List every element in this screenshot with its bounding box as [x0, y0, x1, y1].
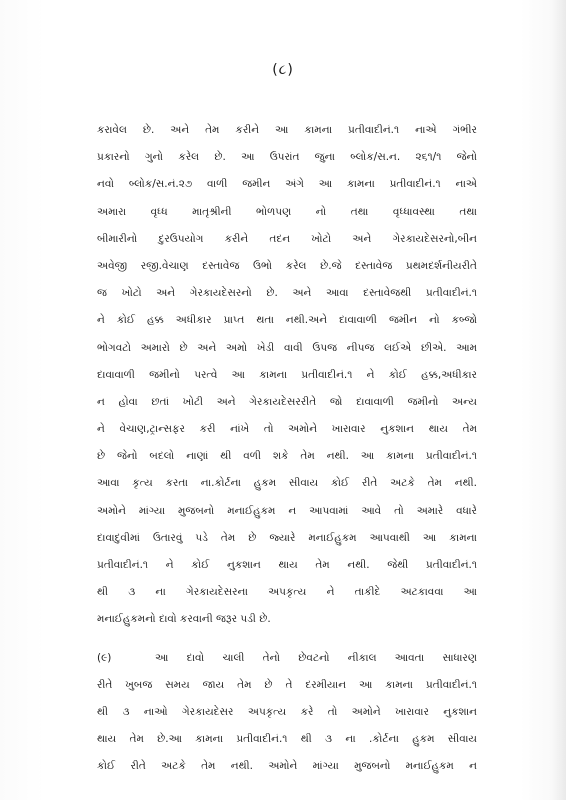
text-line: નવો બ્લોક/સ.નં.૨૭ વાળી જમીન અંગે આ કામના પ્રતીવાદીનં.૧ નાએ: [97, 178, 477, 191]
text-line: પ્રતીવાદીનં.૧ ને કોઈ નુકશાન થાય તેમ નથી. જેથી પ્રતીવાદીનં.૧: [97, 559, 477, 571]
text-line-content: આ દાવો ચાલી તેનો છેવટનો નીકાલ આવતા સાધારણ: [155, 651, 477, 664]
text-line: થાય તેમ છે.આ કામના પ્રતીવાદીનં.૧ થી ૩ ના .કોર્ટના હુકમ સીવાય: [97, 733, 477, 746]
text-line: [97, 645, 477, 672]
text-line: થી ૩ નાઓ ગેરકાયદેસર અપકૃત્ય કરે તો અમોને ખારાવાર નુકશાન: [97, 705, 477, 718]
text-line: ને કોઈ હક્ક અધીકાર પ્રાપ્ત થતા નથી.અને દાવાવાળી જમીન નો કબ્જો: [97, 314, 477, 327]
text-line: પ્રકારનો ગુનો કરેલ છે. આ ઉપરાંત જુના બ્લોક/સ.ન. ૨૬૧/૧ જેનો: [97, 151, 477, 164]
text-line: દાવાદુવીમાં ઉતારવું પડે તેમ છે જ્યારે મનાઈહુકમ આપવાથી આ કામના: [97, 531, 477, 544]
page-edge-shadow: [552, 0, 566, 800]
text-line: ને વેચાણ,ટ્રાન્સફર કરી નાંખે તો અમોને ખારાવાર નુકશાન થાય તેમ: [97, 423, 477, 436]
text-line: ભોગવટો અમારો છે અને અમો ખેડી વાવી ઉપજ નીપજ લઈએ છીએ. આમ: [97, 341, 477, 354]
text-line: જ ખોટો અને ગેરકાયદેસરનો છે. અને આવા દસ્તાવેજથી પ્રતીવાદીનં.૧: [97, 287, 477, 300]
text-line: છે જેનો બદલો નાણાં થી વળી શકે તેમ નથી. આ કામના પ્રતીવાદીનં.૧: [97, 450, 477, 463]
text-line: કરાવેલ છે. અને તેમ કરીને આ કામના પ્રતીવાદીનં.૧ નાએ ગંભીર: [97, 124, 477, 136]
text-line: થી ૩ ના ગેરકાયદેસરના અપકૃત્ય ને તાકીદે અટકાવવા આ: [97, 586, 477, 599]
text-line: અવેજી રજી.વેચાણ દસ્તાવેજ ઉભો કરેલ છે.જે દસ્તાવેજ પ્રથમદર્શનીયરીતે: [97, 259, 477, 272]
paragraph-8: [97, 117, 477, 634]
text-line: આવા કૃત્ય કરતા ના.કોર્ટના હુકમ સીવાય કોઈ રીતે અટકે તેમ નથી.: [97, 477, 477, 490]
document-body: [97, 117, 477, 781]
text-line: બીમારીનો દુરઉપયોગ કરીને તદન ખોટો અને ગેરકાયદેસરનો,બીન: [97, 232, 477, 245]
paragraph-gap: [97, 634, 477, 645]
text-line: અમોને માંગ્યા મુજબનો મનાઈહુકમ ન આપવામાં આવે તો અમારે વધારે: [97, 504, 477, 517]
text-line: મનાઈહુકમનો દાવો કરવાની જરૂર પડી છે.: [97, 613, 271, 626]
page-number: (૮): [272, 62, 294, 78]
paragraph-number: (૯): [97, 651, 112, 664]
text-line: અમારા વૃધ્ધ માતૃશ્રીની ભોળપણ નો તથા વૃધ્ધાવસ્થા તથા: [97, 205, 477, 218]
paragraph-9: [97, 645, 477, 781]
text-line: દાવાવાળી જમીનો પરત્વે આ કામના પ્રતીવાદીનં.૧ ને કોઈ હક્ક,અધીકાર: [97, 368, 477, 381]
text-line: રીતે ખુબજ સમય જાય તેમ છે તે દરમીયાન આ કામના પ્રતીવાદીનં.૧: [97, 678, 477, 691]
text-line: કોઈ રીતે અટકે તેમ નથી. અમોને માંગ્યા મુજબનો મનાઈહુકમ ન: [97, 760, 477, 773]
text-line: ન હોવા છતાં ખોટી અને ગેરકાયદેસરરીતે જો દાવાવાળી જમીનો અન્ય: [97, 395, 477, 408]
